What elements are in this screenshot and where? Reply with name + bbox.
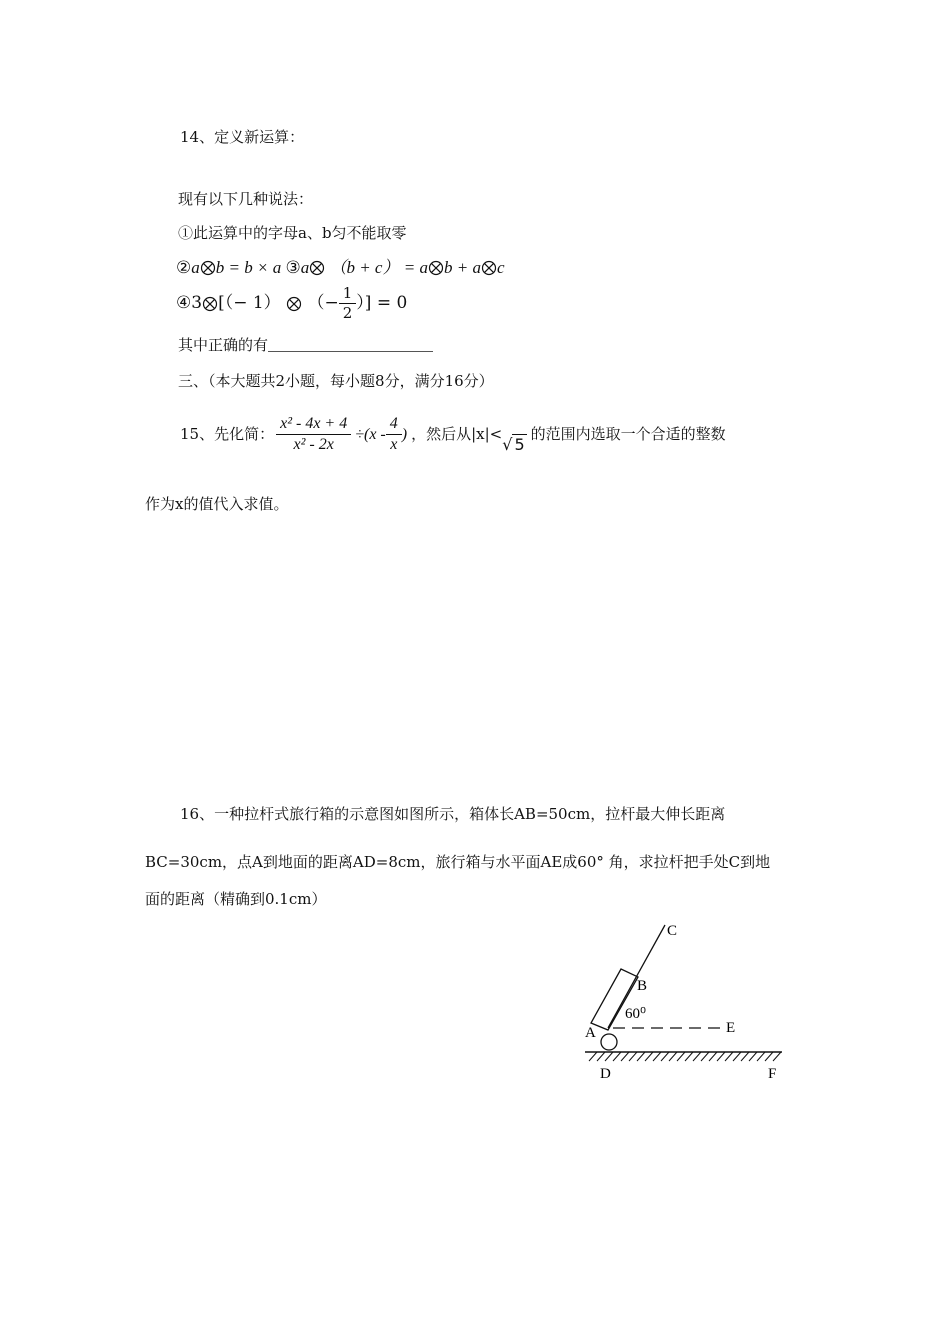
q15-text-mid: ，然后从|x|< <box>411 425 503 443</box>
label-e: E <box>726 1020 736 1036</box>
otimes-icon <box>481 260 497 276</box>
q15-divide: ÷(x - <box>355 425 386 443</box>
label-angle: 60⁰ <box>625 1006 647 1022</box>
label-c: C <box>667 923 678 939</box>
s4-end: ）] = 0 <box>356 293 408 313</box>
q15-close: ) <box>401 425 408 443</box>
otimes-icon <box>428 260 444 276</box>
s4-frac-den: 2 <box>342 304 353 322</box>
s3-a: a <box>300 258 310 277</box>
q14-answer-line <box>178 338 433 353</box>
otimes-icon <box>286 296 302 312</box>
q14-statement-2-3 <box>176 259 505 276</box>
q16-line-2: BC=30cm，点A到地面的距离AD=8cm，旅行箱与水平面AE成60° 角，求拉杆把手处C到地 <box>145 853 771 871</box>
q15-text-end: 的范围内选取一个合适的整数 <box>530 425 726 443</box>
otimes-icon <box>200 260 216 276</box>
q15-inner-fraction <box>386 416 402 453</box>
s3-rhs-a: = a <box>403 258 428 277</box>
s4-label: ④ <box>176 293 192 313</box>
wheel-icon <box>601 1034 617 1050</box>
q15-sqrt-value: 5 <box>514 435 525 454</box>
answer-prompt: 其中正确的有 <box>178 336 269 354</box>
q15-inner-den: x <box>390 436 398 453</box>
q15-numerator: x² - 4x + 4 <box>276 416 351 435</box>
suitcase-diagram <box>575 915 800 1090</box>
label-b: B <box>637 978 648 994</box>
otimes-icon <box>202 296 218 312</box>
ground-hatching <box>589 1052 781 1061</box>
label-a: A <box>585 1025 596 1041</box>
q15-sqrt <box>502 434 526 453</box>
s4-paren-open: （− <box>307 293 339 313</box>
s4-fraction <box>339 286 357 321</box>
s2-label: ② <box>176 258 192 277</box>
q14-title: 14、定义新运算： <box>180 128 305 146</box>
s3-rhs-b: b + a <box>443 258 481 277</box>
answer-blank[interactable] <box>268 339 433 352</box>
q14-statement-4 <box>176 286 407 321</box>
q15-inner-num: 4 <box>386 416 402 435</box>
label-f: F <box>768 1066 777 1082</box>
q15-prefix: 15、先化简： <box>180 425 275 443</box>
q14-intro: 现有以下几种说法： <box>178 190 314 208</box>
q15-denominator: x² - 2x <box>293 436 334 453</box>
s2-a: a <box>191 258 200 277</box>
s3-paren: （b + c） <box>329 258 400 277</box>
s4-mid: [（− 1） <box>218 293 281 313</box>
label-d: D <box>600 1066 611 1082</box>
s2-rhs: = b × a <box>228 258 282 277</box>
sqrt-icon: √ <box>502 435 513 454</box>
s4-start: 3 <box>191 293 203 313</box>
q14-statement-1: ①此运算中的字母a、b匀不能取零 <box>178 224 407 242</box>
s3-label: ③ <box>285 258 301 277</box>
q15-line-2: 作为x的值代入求值。 <box>145 495 289 513</box>
s2-b: b <box>215 258 225 277</box>
q16-line-3: 面的距离（精确到0.1cm） <box>145 890 327 908</box>
q15-line-1 <box>180 416 726 453</box>
s3-rhs-c: c <box>496 258 505 277</box>
s4-frac-num: 1 <box>339 286 357 304</box>
otimes-icon <box>309 260 325 276</box>
section-3-heading: 三、（本大题共2小题，每小题8分，满分16分） <box>178 372 494 390</box>
q16-line-1: 16、一种拉杆式旅行箱的示意图如图所示，箱体长AB=50cm，拉杆最大伸长距离 <box>180 805 726 823</box>
q15-main-fraction <box>276 416 351 453</box>
